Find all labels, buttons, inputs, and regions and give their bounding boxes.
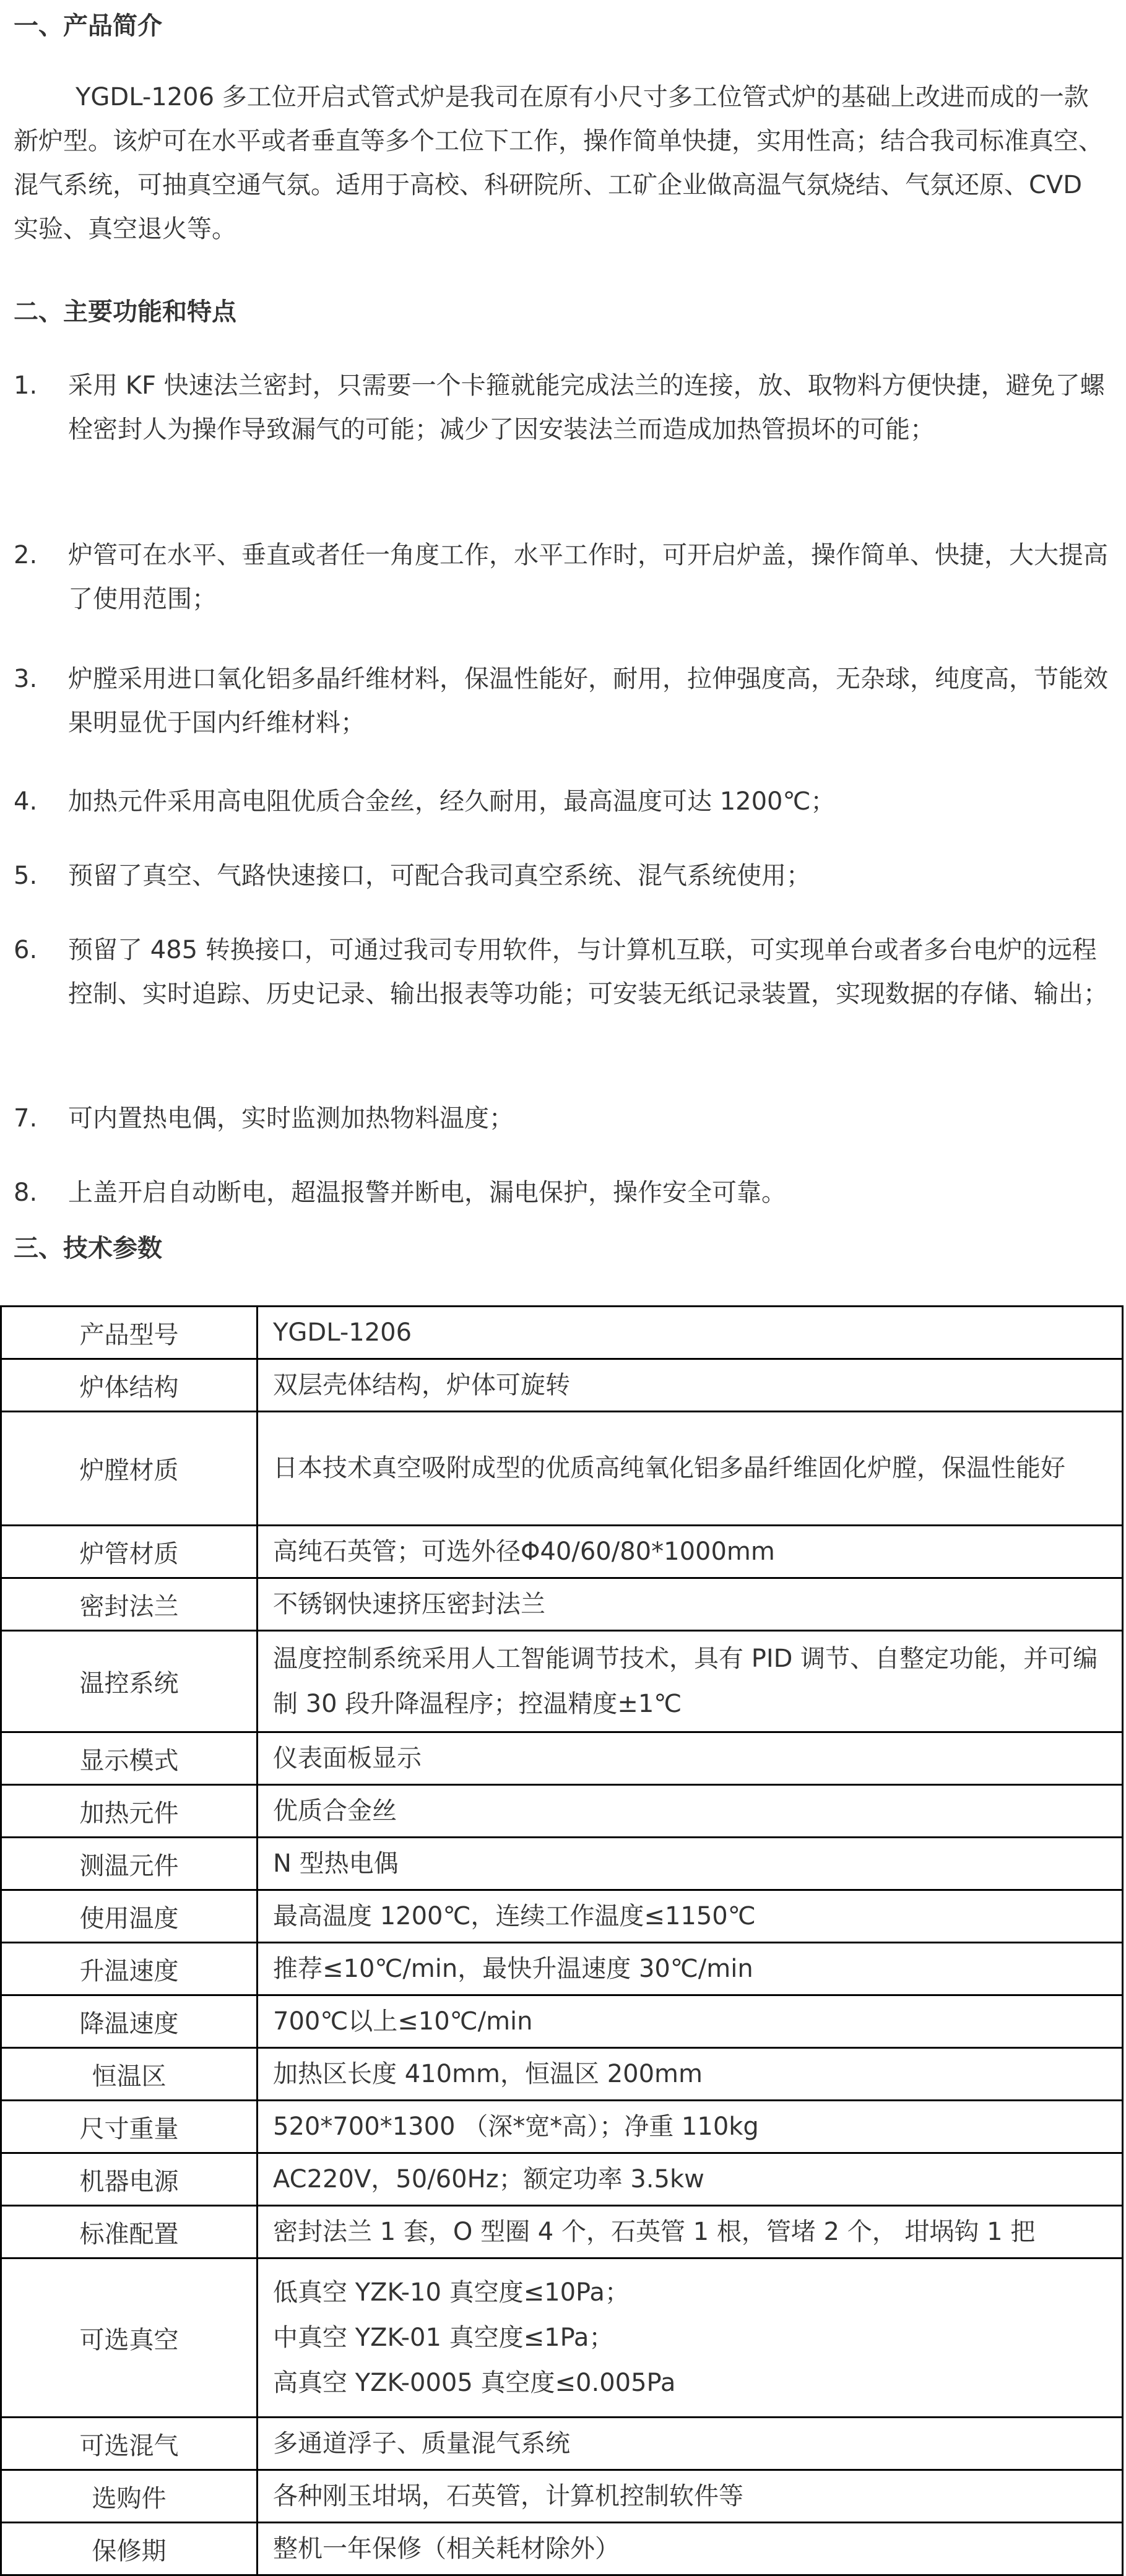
spec-value: 温度控制系统采用人工智能调节技术，具有 PID 调节、自整定功能，并可编制 30 段升降温程序；控温精度±1℃	[258, 1631, 1123, 1732]
spec-label: 恒温区	[1, 2048, 258, 2101]
spec-value-line: 低真空 YZK-10 真空度≤10Pa；	[273, 2278, 630, 2307]
spec-row	[1, 1890, 1123, 1943]
spec-value: 仪表面板显示	[258, 1732, 1123, 1785]
spec-value: AC220V，50/60Hz；额定功率 3.5kw	[258, 2153, 1123, 2206]
spec-row	[1, 1526, 1123, 1578]
spec-value: 各种刚玉坩埚，石英管，计算机控制软件等	[258, 2470, 1123, 2523]
spec-row	[1, 2523, 1123, 2575]
spec-label: 温控系统	[1, 1631, 258, 1732]
spec-value: 最高温度 1200℃，连续工作温度≤1150℃	[258, 1890, 1123, 1943]
spec-value: 加热区长度 410mm，恒温区 200mm	[258, 2048, 1123, 2101]
feature-number: 2.	[14, 541, 38, 569]
feature-number: 6.	[14, 936, 38, 964]
feature-number: 7.	[14, 1104, 38, 1133]
spec-row	[1, 1307, 1123, 1359]
feature-number: 8.	[14, 1178, 38, 1207]
spec-value: N 型热电偶	[258, 1838, 1123, 1890]
spec-value: 日本技术真空吸附成型的优质高纯氧化铝多晶纤维固化炉膛，保温性能好	[258, 1412, 1123, 1526]
spec-table	[0, 1305, 1124, 2576]
spec-label: 测温元件	[1, 1838, 258, 1890]
spec-label: 尺寸重量	[1, 2101, 258, 2153]
spec-row	[1, 2153, 1123, 2206]
intro-paragraph	[14, 76, 1109, 251]
feature-number: 3.	[14, 665, 38, 693]
spec-label: 炉管材质	[1, 1526, 258, 1578]
section-heading-specs: 三、技术参数	[14, 1234, 162, 1263]
spec-label: 升温速度	[1, 1943, 258, 1995]
spec-value: 多通道浮子、质量混气系统	[258, 2418, 1123, 2470]
feature-text: 采用 KF 快速法兰密封，只需要一个卡箍就能完成法兰的连接，放、取物料方便快捷，避免了螺栓密封人为操作导致漏气的可能；减少了因安装法兰而造成加热管损坏的可能；	[68, 371, 1105, 444]
feature-number: 1.	[14, 371, 38, 400]
feature-text: 加热元件采用高电阻优质合金丝，经久耐用，最高温度可达 1200℃；	[68, 787, 836, 816]
spec-label: 可选真空	[1, 2258, 258, 2418]
spec-row	[1, 1631, 1123, 1732]
spec-value-line: 高真空 YZK-0005 真空度≤0.005Pa	[273, 2368, 676, 2397]
spec-label: 炉膛材质	[1, 1412, 258, 1526]
feature-text: 炉管可在水平、垂直或者任一角度工作，水平工作时，可开启炉盖，操作简单、快捷，大大提高了使用范围；	[68, 541, 1108, 613]
spec-label: 炉体结构	[1, 1359, 258, 1412]
spec-row	[1, 1995, 1123, 2048]
spec-row	[1, 1785, 1123, 1838]
spec-row	[1, 2206, 1123, 2258]
spec-row	[1, 2258, 1123, 2418]
feature-text: 可内置热电偶，实时监测加热物料温度；	[68, 1104, 514, 1133]
feature-text: 炉膛采用进口氧化铝多晶纤维材料，保温性能好，耐用，拉伸强度高，无杂球，纯度高，节能效果明显优于国内纤维材料；	[68, 665, 1108, 737]
spec-label: 加热元件	[1, 1785, 258, 1838]
spec-label: 机器电源	[1, 2153, 258, 2206]
spec-value: 优质合金丝	[258, 1785, 1123, 1838]
spec-row	[1, 1578, 1123, 1631]
section-heading-intro: 一、产品简介	[14, 12, 162, 40]
spec-row	[1, 2470, 1123, 2523]
spec-value: 密封法兰 1 套，O 型圈 4 个，石英管 1 根，管堵 2 个， 坩埚钩 1 把	[258, 2206, 1123, 2258]
section-heading-features: 二、主要功能和特点	[14, 298, 236, 326]
feature-number: 4.	[14, 787, 38, 816]
spec-label: 选购件	[1, 2470, 258, 2523]
spec-row	[1, 1359, 1123, 1412]
spec-label: 降温速度	[1, 1995, 258, 2048]
spec-row	[1, 2101, 1123, 2153]
spec-value: YGDL-1206	[258, 1307, 1123, 1359]
spec-value: 整机一年保修（相关耗材除外）	[258, 2523, 1123, 2575]
spec-row	[1, 2048, 1123, 2101]
spec-label: 保修期	[1, 2523, 258, 2575]
spec-label: 可选混气	[1, 2418, 258, 2470]
spec-row	[1, 1943, 1123, 1995]
feature-text: 上盖开启自动断电，超温报警并断电，漏电保护，操作安全可靠。	[68, 1178, 786, 1207]
spec-value: 700℃以上≤10℃/min	[258, 1995, 1123, 2048]
spec-row	[1, 1412, 1123, 1526]
spec-value	[258, 2258, 1123, 2418]
spec-value-line: 中真空 YZK-01 真空度≤1Pa；	[273, 2323, 614, 2352]
spec-label: 显示模式	[1, 1732, 258, 1785]
spec-label: 密封法兰	[1, 1578, 258, 1631]
intro-paragraph-text: YGDL-1206 多工位开启式管式炉是我司在原有小尺寸多工位管式炉的基础上改进而成的一款新炉型。该炉可在水平或者垂直等多个工位下工作，操作简单快捷，实用性高；结合我司标准真空、混气系统，可抽真空通气氛。适用于高校、科研院所、工矿企业做高温气氛烧结、气氛还原、CVD 实验、真空退火等。	[14, 83, 1103, 243]
feature-text: 预留了真空、气路快速接口，可配合我司真空系统、混气系统使用；	[68, 862, 811, 890]
spec-row	[1, 1732, 1123, 1785]
spec-value: 520*700*1300 （深*宽*高）；净重 110kg	[258, 2101, 1123, 2153]
spec-value: 不锈钢快速挤压密封法兰	[258, 1578, 1123, 1631]
spec-label: 标准配置	[1, 2206, 258, 2258]
spec-value: 高纯石英管；可选外径Φ40/60/80*1000mm	[258, 1526, 1123, 1578]
spec-row	[1, 2418, 1123, 2470]
spec-value: 双层壳体结构，炉体可旋转	[258, 1359, 1123, 1412]
spec-label: 使用温度	[1, 1890, 258, 1943]
spec-label: 产品型号	[1, 1307, 258, 1359]
feature-number: 5.	[14, 862, 38, 890]
feature-text: 预留了 485 转换接口，可通过我司专用软件，与计算机互联，可实现单台或者多台电炉的远程控制、实时追踪、历史记录、输出报表等功能；可安装无纸记录装置，实现数据的存储、输出；	[68, 936, 1108, 1008]
spec-value: 推荐≤10℃/min，最快升温速度 30℃/min	[258, 1943, 1123, 1995]
spec-row	[1, 1838, 1123, 1890]
